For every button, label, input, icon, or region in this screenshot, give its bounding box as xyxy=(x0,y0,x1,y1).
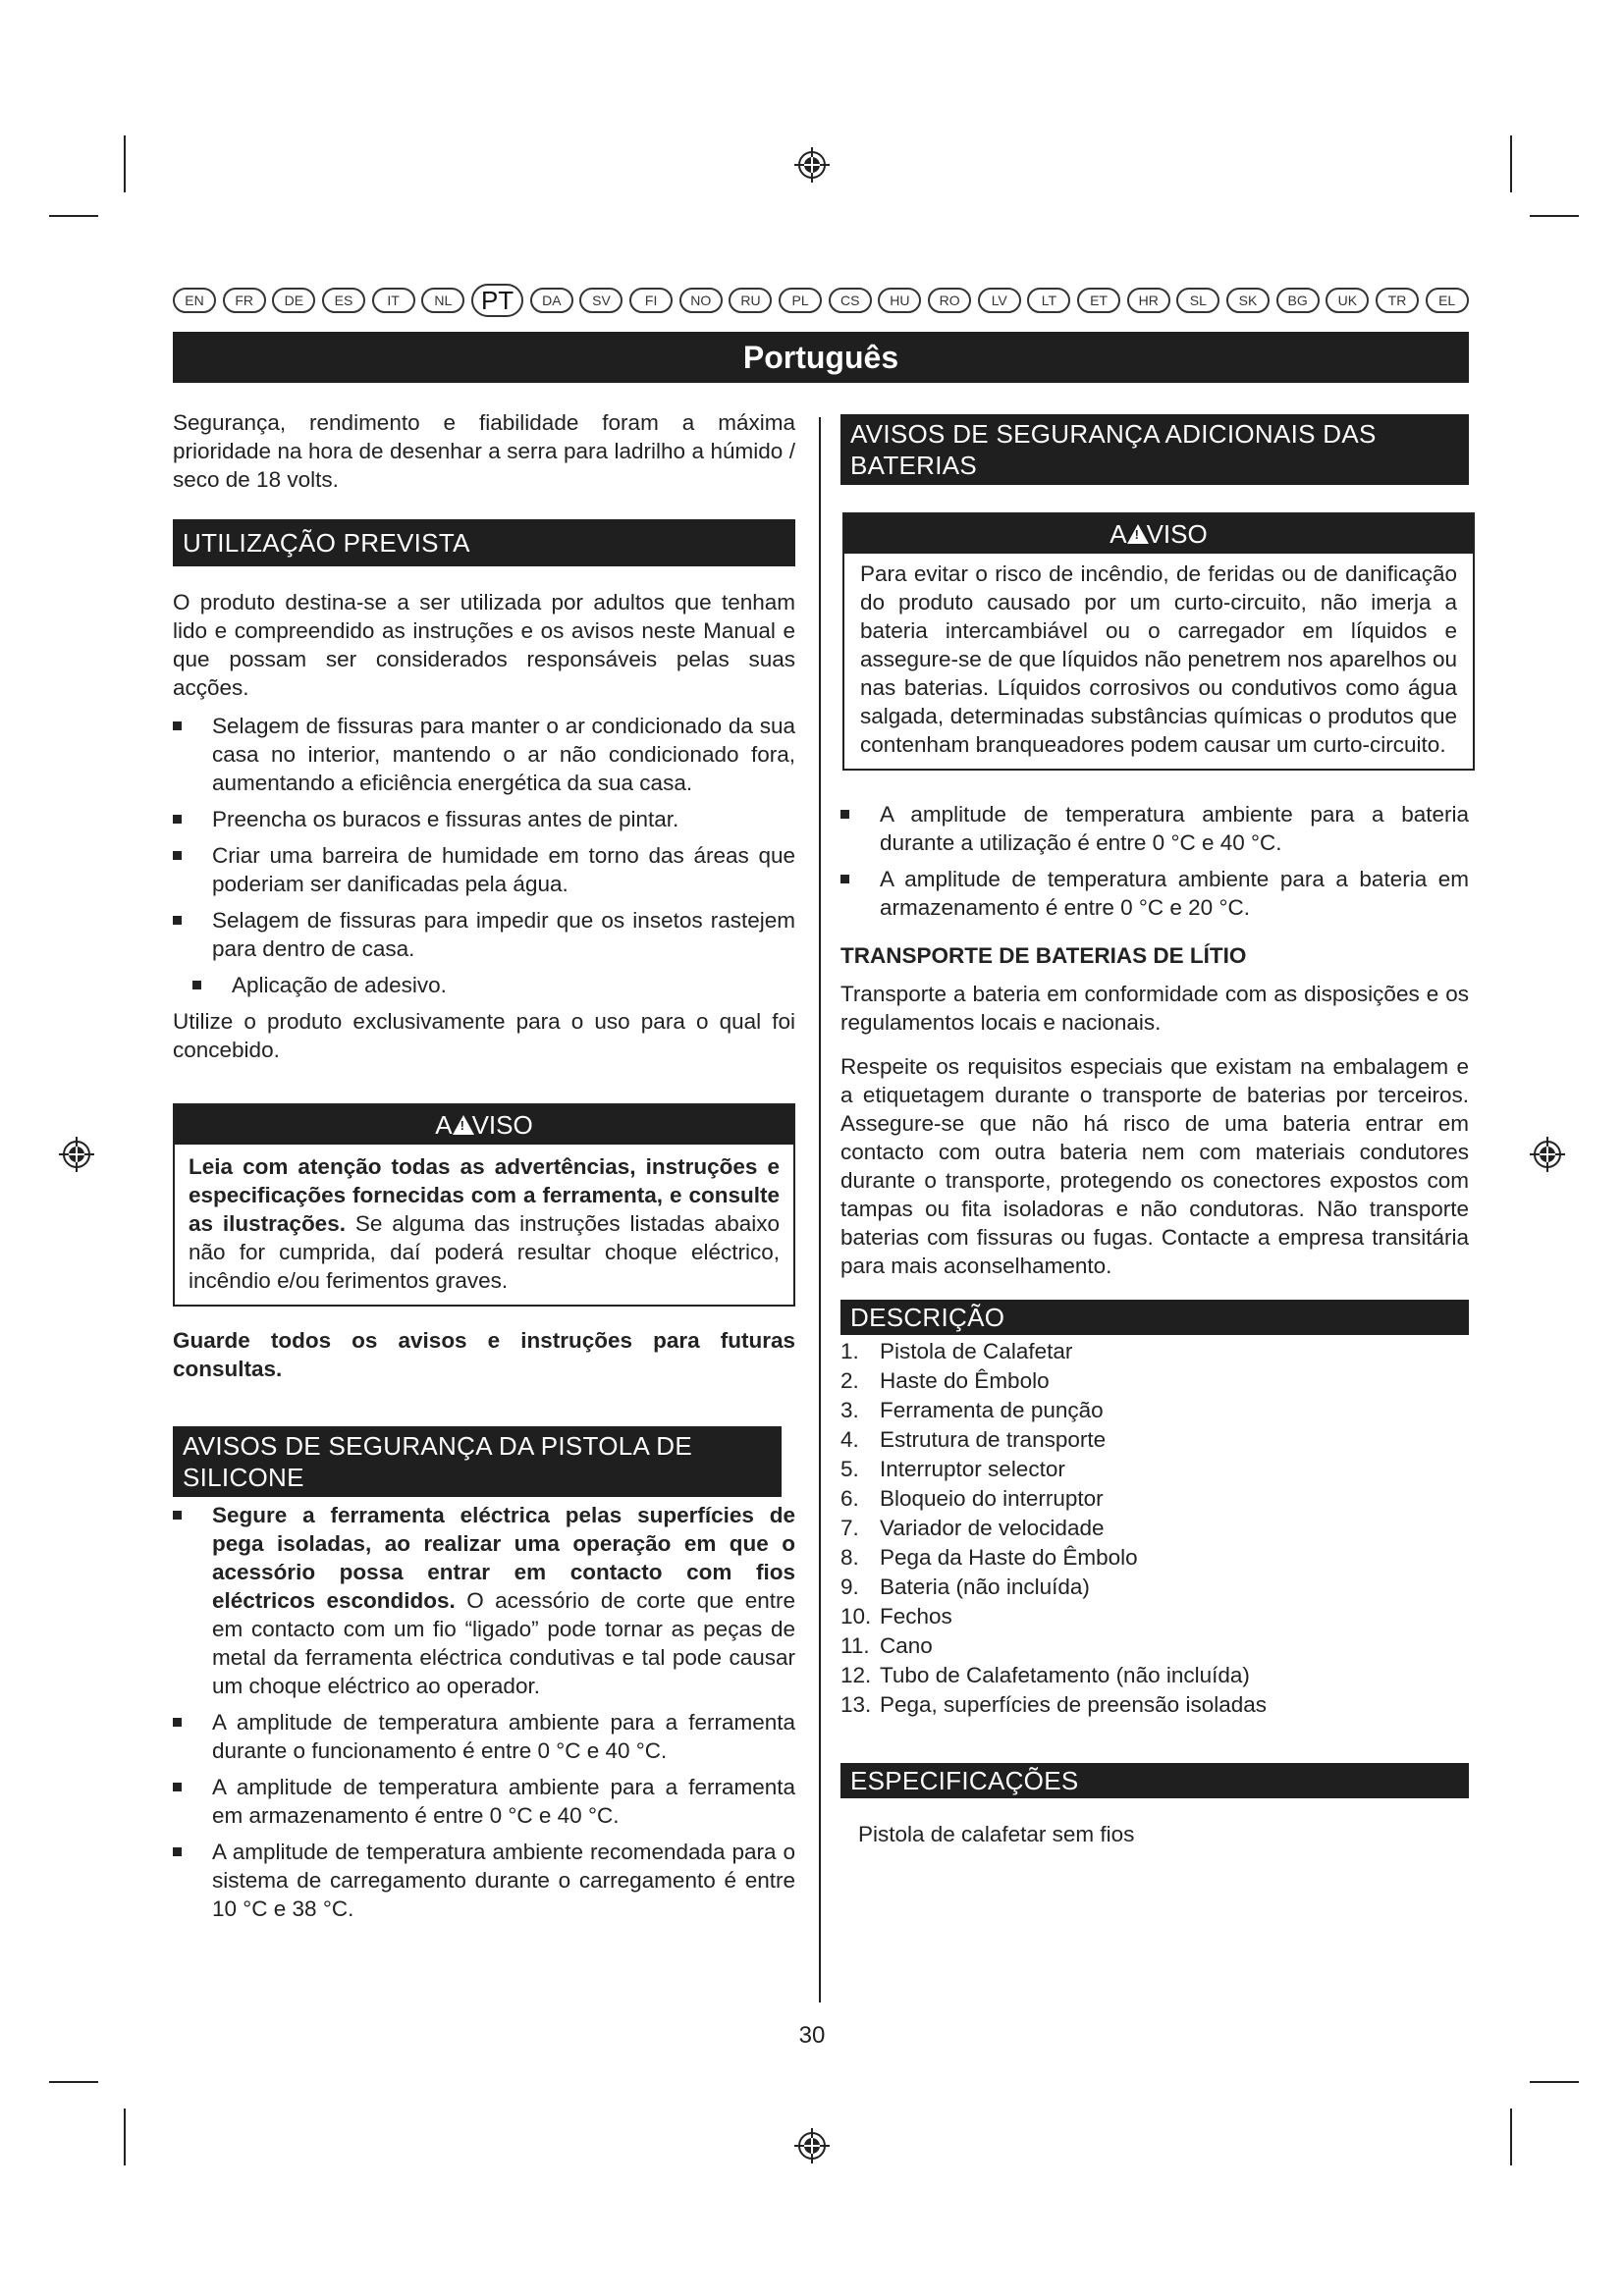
description-item xyxy=(840,1543,1469,1573)
item-number: 13. xyxy=(840,1692,872,1717)
bullet-icon xyxy=(173,1783,182,1791)
item-number: 4. xyxy=(840,1427,859,1452)
description-item xyxy=(840,1661,1469,1690)
list-item: Preencha os buracos e fissuras antes de pintar. xyxy=(173,805,795,833)
bullet-icon xyxy=(840,810,849,819)
item-number: 9. xyxy=(840,1575,859,1599)
bullet-icon xyxy=(173,1847,182,1856)
list-item: Selagem de fissuras para impedir que os insetos rastejem para dentro de casa. xyxy=(173,906,795,963)
section-heading-battery-safety: AVISOS DE SEGURANÇA ADICIONAIS DAS BATERIAS xyxy=(840,414,1469,485)
keep-instructions-note: Guarde todos os avisos e instruções para futuras consultas. xyxy=(173,1328,795,1381)
transport-paragraph-2: Respeite os requisitos especiais que existam na embalagem e a etiquetagem durante o transporte de baterias por terceiros. Assegure-se que não há risco de uma bateria entrar em contacto com outra bateria nem com materiais condutores durante o transporte, protegendo os conectores expostos com tampas ou fita isoladoras e não condutoras. Não transporte baterias com fissuras ou fugas. Contacte a empresa transitária para mais aconselhamento. xyxy=(840,1054,1469,1278)
item-label: Bateria (não incluída) xyxy=(880,1575,1090,1599)
item-number: 2. xyxy=(840,1368,859,1393)
bullet-icon xyxy=(173,815,182,824)
item-label: Interruptor selector xyxy=(880,1457,1065,1481)
language-badge-et: ET xyxy=(1077,288,1120,313)
warning-triangle-icon: ! xyxy=(453,1115,474,1135)
crop-mark xyxy=(1510,2109,1512,2165)
registration-mark-icon xyxy=(792,2126,832,2165)
warning-triangle-icon: ! xyxy=(1127,524,1149,544)
item-label: Estrutura de transporte xyxy=(880,1427,1107,1452)
bullet-icon xyxy=(173,916,182,925)
bullet-icon xyxy=(173,721,182,730)
item-number: 8. xyxy=(840,1545,859,1570)
item-number: 10. xyxy=(840,1604,872,1629)
crop-mark xyxy=(1510,135,1512,192)
language-badge-lv: LV xyxy=(978,288,1021,313)
language-badge-fr: FR xyxy=(223,288,266,313)
section-heading-gun-safety: AVISOS DE SEGURANÇA DA PISTOLA DE SILICONE xyxy=(173,1426,782,1497)
language-badge-sl: SL xyxy=(1176,288,1219,313)
item-label: Haste do Êmbolo xyxy=(880,1368,1050,1393)
section-heading-description: DESCRIÇÃO xyxy=(840,1300,1469,1335)
list-item: Segure a ferramenta eléctrica pelas superfícies de pega isoladas, ao realizar uma operação em que o acessório possa entrar em contacto com fios eléctricos escondidos. O acessório de corte que entre em contacto com um fio “ligado” pode tornar as peças de metal da ferramenta eléctrica condutivas e tal pode causar um choque eléctrico ao operador. xyxy=(173,1501,795,1700)
description-item xyxy=(840,1366,1469,1396)
item-label: Pistola de Calafetar xyxy=(880,1339,1073,1363)
bullet-icon xyxy=(173,851,182,860)
language-badge-ro: RO xyxy=(928,288,971,313)
intended-use-closing: Utilize o produto exclusivamente para o uso para o qual foi concebido. xyxy=(173,1009,795,1062)
item-label: Bloqueio do interruptor xyxy=(880,1486,1104,1511)
item-number: 6. xyxy=(840,1486,859,1511)
crop-mark xyxy=(1530,2081,1579,2083)
item-label: Pega da Haste do Êmbolo xyxy=(880,1545,1138,1570)
specifications-text: Pistola de calafetar sem fios xyxy=(858,1822,1135,1846)
item-label: Tubo de Calafetamento (não incluída) xyxy=(880,1663,1250,1687)
list-item: A amplitude de temperatura ambiente para a ferramenta durante o funcionamento é entre 0 °C e 40 °C. xyxy=(173,1708,795,1765)
description-item xyxy=(840,1690,1469,1720)
item-label: Fechos xyxy=(880,1604,952,1629)
battery-warning-body: Para evitar o risco de incêndio, de feridas ou de danificação do produto causado por um curto-circuito, não imerja a bateria intercambiável ou o carregador em líquidos e assegure-se de que líquidos não penetrem nos aparelhos ou nas baterias. Líquidos corrosivos ou condutivos como água salgada, determinadas substâncias químicas o produtos que contenham branqueadores podem causar um curto-circuito. xyxy=(860,561,1457,757)
description-item xyxy=(840,1425,1469,1455)
bullet-icon xyxy=(173,1511,182,1520)
crop-mark xyxy=(124,2109,126,2165)
language-badge-pl: PL xyxy=(779,288,822,313)
item-label: Cano xyxy=(880,1633,933,1658)
list-item: Criar uma barreira de humidade em torno das áreas que poderiam ser danificadas pela água. xyxy=(173,841,795,898)
list-item: A amplitude de temperatura ambiente para a bateria em armazenamento é entre 0 °C e 20 °C. xyxy=(840,865,1469,922)
list-item: A amplitude de temperatura ambiente recomendada para o sistema de carregamento durante o carregamento é entre 10 °C e 38 °C. xyxy=(173,1838,795,1923)
item-label: Pega, superfícies de preensão isoladas xyxy=(880,1692,1268,1717)
page-title: Português xyxy=(173,332,1469,383)
language-badge-hr: HR xyxy=(1127,288,1170,313)
list-item: A amplitude de temperatura ambiente para a bateria durante a utilização é entre 0 °C e 40 °C. xyxy=(840,800,1469,857)
language-badge-ru: RU xyxy=(729,288,772,313)
intended-use-paragraph: O produto destina-se a ser utilizada por adultos que tenham lido e compreendido as instruções e os avisos neste Manual e que possam ser considerados responsáveis pelas suas acções. xyxy=(173,590,795,700)
page-number: 30 xyxy=(798,2022,826,2049)
language-bar xyxy=(173,283,1469,318)
right-column xyxy=(840,414,1469,1848)
language-badge-bg: BG xyxy=(1276,288,1320,313)
language-badge-sk: SK xyxy=(1226,288,1270,313)
item-number: 1. xyxy=(840,1339,859,1363)
list-item: Selagem de fissuras para manter o ar condicionado da sua casa no interior, mantendo o ar não condicionado fora, aumentando a eficiência energética da sua casa. xyxy=(173,712,795,797)
language-badge-lt: LT xyxy=(1027,288,1070,313)
description-item xyxy=(840,1631,1469,1661)
column-divider xyxy=(819,417,821,2002)
crop-mark xyxy=(49,2081,98,2083)
item-number: 3. xyxy=(840,1398,859,1422)
warning-heading: A ! VISO xyxy=(175,1105,793,1145)
transport-paragraph-1: Transporte a bateria em conformidade com as disposições e os regulamentos locais e nacionais. xyxy=(840,982,1469,1035)
battery-warning-heading: A ! VISO xyxy=(844,514,1473,554)
item-label: Ferramenta de punção xyxy=(880,1398,1104,1422)
bullet-icon xyxy=(173,1718,182,1727)
description-item xyxy=(840,1396,1469,1425)
battery-list xyxy=(840,800,1469,922)
language-badge-nl: NL xyxy=(421,288,464,313)
language-badge-es: ES xyxy=(322,288,365,313)
crop-mark xyxy=(124,135,126,192)
language-badge-no: NO xyxy=(679,288,723,313)
item-label: Variador de velocidade xyxy=(880,1516,1105,1540)
language-badge-uk: UK xyxy=(1326,288,1369,313)
battery-warning-box xyxy=(842,512,1475,771)
item-number: 5. xyxy=(840,1457,859,1481)
bullet-icon xyxy=(192,981,201,989)
warning-box xyxy=(173,1103,795,1307)
crop-mark xyxy=(1530,215,1579,217)
language-badge-it: IT xyxy=(372,288,415,313)
left-column xyxy=(173,408,795,1931)
section-heading-intended-use: UTILIZAÇÃO PREVISTA xyxy=(173,519,795,566)
language-badge-en: EN xyxy=(173,288,216,313)
registration-mark-icon xyxy=(1528,1135,1567,1174)
list-item: A amplitude de temperatura ambiente para a ferramenta em armazenamento é entre 0 °C e 40 °C. xyxy=(173,1773,795,1830)
crop-mark xyxy=(49,215,98,217)
language-badge-cs: CS xyxy=(829,288,872,313)
description-item xyxy=(840,1455,1469,1484)
description-item xyxy=(840,1602,1469,1631)
item-number: 12. xyxy=(840,1663,872,1687)
language-badge-sv: SV xyxy=(579,288,623,313)
language-badge-el: EL xyxy=(1426,288,1469,313)
item-number: 7. xyxy=(840,1516,859,1540)
language-badge-de: DE xyxy=(272,288,315,313)
gun-safety-list xyxy=(173,1501,795,1923)
language-badge-da: DA xyxy=(530,288,573,313)
registration-mark-icon xyxy=(792,145,832,185)
language-badge-tr: TR xyxy=(1376,288,1419,313)
description-item xyxy=(840,1514,1469,1543)
list-item: Aplicação de adesivo. xyxy=(173,971,795,999)
transport-heading: TRANSPORTE DE BATERIAS DE LÍTIO xyxy=(840,943,1247,968)
language-badge-hu: HU xyxy=(878,288,921,313)
item-number: 11. xyxy=(840,1633,870,1658)
description-item xyxy=(840,1337,1469,1366)
language-badge-pt: PT xyxy=(471,284,523,317)
warning-body: Leia com atenção todas as advertências, instruções e especificações fornecidas com a ferramenta, e consulte as ilustrações. Se alguma das instruções listadas abaixo não for cumprida, daí poderá resultar choque eléctrico, incêndio e/ou ferimentos graves. xyxy=(189,1154,780,1293)
bullet-icon xyxy=(840,875,849,883)
language-badge-fi: FI xyxy=(629,288,673,313)
description-list xyxy=(840,1337,1469,1720)
intro-text: Segurança, rendimento e fiabilidade foram a máxima prioridade na hora de desenhar a serra para ladrilho a húmido / seco de 18 volts. xyxy=(173,410,795,492)
intended-use-list xyxy=(173,712,795,999)
section-heading-specifications: ESPECIFICAÇÕES xyxy=(840,1763,1469,1798)
registration-mark-icon xyxy=(57,1135,96,1174)
description-item xyxy=(840,1484,1469,1514)
description-item xyxy=(840,1573,1469,1602)
